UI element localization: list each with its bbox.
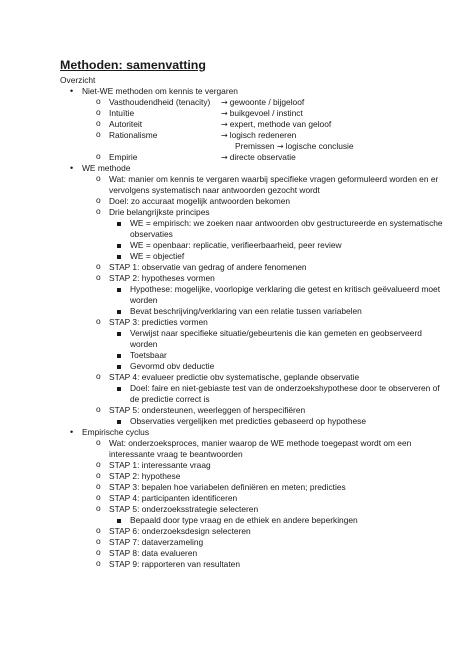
list-item-niet-we <box>60 86 444 163</box>
list-item <box>88 119 444 130</box>
list-item: Observaties vergelijken met predicties gebaseerd op hypothese <box>112 416 444 427</box>
stap-label: STAP 5: onderzoeksstrategie selecteren <box>109 504 259 514</box>
method-name: Autoriteit <box>109 119 143 129</box>
method-name: Rationalisme <box>109 130 158 140</box>
list-item: o Doel: zo accuraat mogelijk antwoorden bekomen <box>88 196 444 207</box>
principes-sublist <box>112 218 444 262</box>
empirische-cyclus-label: Empirische cyclus <box>82 427 150 437</box>
page-title: Methoden: samenvatting <box>60 58 206 72</box>
list-item <box>88 317 444 372</box>
stap5-sublist <box>112 416 444 427</box>
list-item <box>88 108 444 119</box>
method-name: Vasthoudendheid (tenacity) <box>109 97 211 107</box>
arrow-right-icon: → <box>221 109 228 118</box>
method-result: directe observatie <box>229 152 296 162</box>
list-item <box>88 152 444 163</box>
method-result: logisch redeneren <box>229 130 297 140</box>
stap4-sublist <box>112 383 444 405</box>
stap-label: STAP 2: hypotheses vormen <box>109 273 215 283</box>
list-item <box>88 130 444 152</box>
list-item: o STAP 8: data evalueren <box>88 548 444 559</box>
list-item: o STAP 9: rapporteren van resultaten <box>88 559 444 570</box>
list-item <box>88 273 444 317</box>
list-item: WE = objectief <box>112 251 444 262</box>
stap2-sublist <box>112 284 444 317</box>
list-item: o STAP 1: observatie van gedrag of andere fenomenen <box>88 262 444 273</box>
list-item: Doel: faire en niet-gebiaste test van de onderzoekshypothese door te observeren of de predictie correct is <box>112 383 444 405</box>
we-methode-label: WE methode <box>82 163 131 173</box>
niet-we-sublist <box>88 97 444 163</box>
cyclus-stap5-sublist <box>112 515 444 526</box>
we-methode-sublist <box>88 174 444 427</box>
list-item: o STAP 6: onderzoeksdesign selecteren <box>88 526 444 537</box>
list-item: Gevormd obv deductie <box>112 361 444 372</box>
niet-we-label: Niet-WE methoden om kennis te vergaren <box>82 86 238 96</box>
list-item <box>88 372 444 405</box>
list-item: Bepaald door type vraag en de ethiek en andere beperkingen <box>112 515 444 526</box>
list-item: Verwijst naar specifieke situatie/gebeurtenis die kan gemeten en geobserveerd worden <box>112 328 444 350</box>
method-result: gewoonte / bijgeloof <box>229 97 305 107</box>
list-item: Toetsbaar <box>112 350 444 361</box>
overzicht-heading: Overzicht <box>60 75 96 85</box>
stap3-sublist <box>112 328 444 372</box>
premissen-line <box>109 141 444 152</box>
list-item-empirische-cyclus <box>60 427 444 570</box>
method-name: Intuïtie <box>109 108 135 118</box>
list-item: o STAP 7: dataverzameling <box>88 537 444 548</box>
list-item: o Wat: manier om kennis te vergaren waarbij specifieke vragen geformuleerd worden en er vervolgens systematisch naar antwoorden gezocht wordt <box>88 174 444 196</box>
empirische-cyclus-sublist <box>88 438 444 570</box>
list-item-we-methode <box>60 163 444 427</box>
stap-label: STAP 4: evalueer predictie obv systematische, geplande observatie <box>109 372 360 382</box>
list-item: Hypothese: mogelijke, voorlopige verklaring die getest en kritisch geëvalueerd moet worden <box>112 284 444 306</box>
conclusie-label: logische conclusie <box>285 141 354 151</box>
list-item: o STAP 1: interessante vraag <box>88 460 444 471</box>
list-item: Bevat beschrijving/verklaring van een relatie tussen variabelen <box>112 306 444 317</box>
list-item <box>88 504 444 526</box>
stap-label: STAP 5: ondersteunen, weerleggen of herspecifiëren <box>109 405 306 415</box>
list-item: o STAP 2: hypothese <box>88 471 444 482</box>
list-item <box>88 207 444 262</box>
stap-label: STAP 3: predicties vormen <box>109 317 208 327</box>
arrow-right-icon: → <box>221 120 228 129</box>
main-list <box>60 86 444 570</box>
list-item: WE = empirisch: we zoeken naar antwoorden obv gestructureerde en systematische observaties <box>112 218 444 240</box>
list-item: o STAP 4: participanten identificeren <box>88 493 444 504</box>
arrow-right-icon: → <box>221 131 228 140</box>
list-item <box>88 405 444 427</box>
arrow-right-icon: → <box>221 153 228 162</box>
list-item: o STAP 3: bepalen hoe variabelen definiëren en meten; predicties <box>88 482 444 493</box>
list-item: o Wat: onderzoeksproces, manier waarop de WE methode toegepast wordt om een interessante vraag te beantwoorden <box>88 438 444 460</box>
method-name: Empirie <box>109 152 138 162</box>
list-item <box>88 97 444 108</box>
premissen-label: Premissen <box>235 141 275 151</box>
method-result: buikgevoel / instinct <box>229 108 303 118</box>
arrow-right-icon: → <box>276 142 284 151</box>
list-item: WE = openbaar: replicatie, verifieerbaarheid, peer review <box>112 240 444 251</box>
arrow-right-icon: → <box>221 98 228 107</box>
method-result: expert, methode van geloof <box>229 119 332 129</box>
principes-label: Drie belangrijkste principes <box>109 207 210 217</box>
